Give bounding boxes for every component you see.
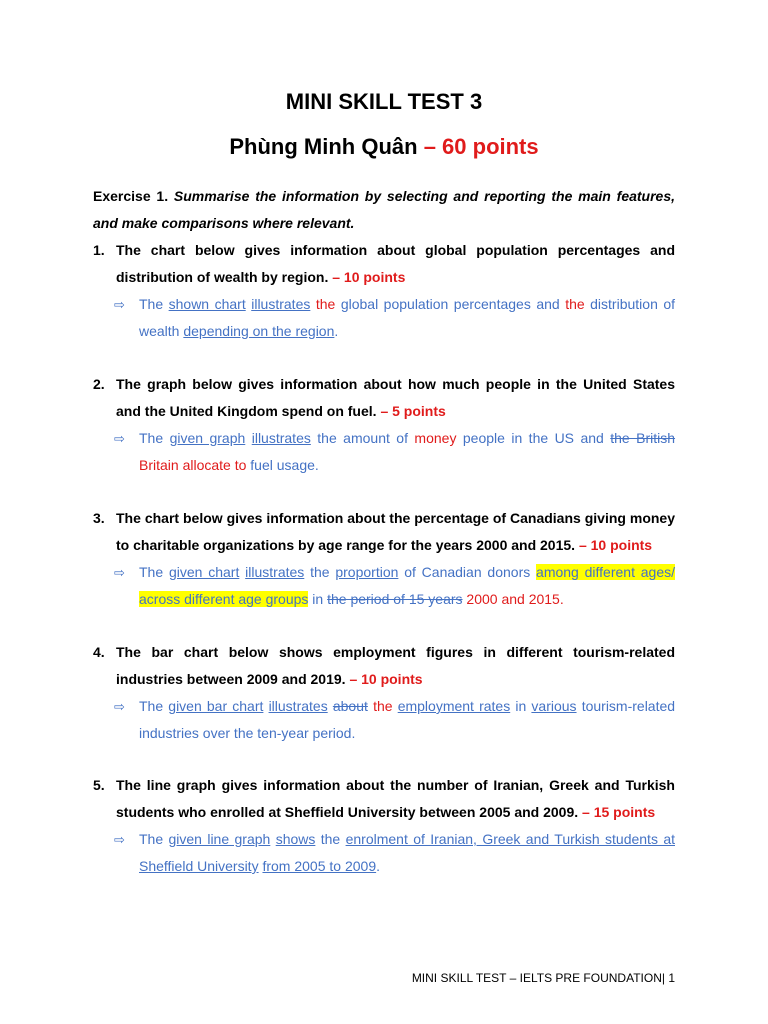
answer-segment: depending on the region (183, 323, 335, 339)
question-prompt: The graph below gives information about how much people in the United States and the United Kingdom spend on fuel. (116, 376, 675, 419)
question-text (116, 505, 675, 559)
arrow-right-icon: ⇨ (114, 565, 125, 580)
question-item (93, 237, 675, 345)
answer-segment: enrolment of Iranian, Greek and Turkish students at Sheffield University (139, 831, 675, 874)
struck-phrase: the period of 15 years (327, 591, 463, 607)
exercise-instruction (93, 183, 675, 237)
answer-text (114, 425, 676, 479)
answer-segment: 2000 and 2015. (466, 591, 564, 607)
answer-segment: shown chart (168, 296, 246, 312)
answer-segment: The (139, 698, 169, 714)
answer-segment: money (414, 430, 457, 446)
answer-segment: fuel usage. (246, 457, 319, 473)
author-name: Phùng Minh Quân (229, 134, 418, 159)
question-points: – 10 points (578, 537, 653, 553)
answer-segment: tourism-related industries over the ten-year period. (139, 698, 676, 741)
answer-segment: Britain allocate to (139, 457, 247, 473)
answer-segment: . (334, 323, 339, 339)
answer-text (114, 291, 676, 345)
question-item (93, 772, 675, 880)
answer-segment: illustrates (268, 698, 328, 714)
answer-segment: people in the US and (456, 430, 611, 446)
question-points: – 10 points (349, 671, 423, 687)
answer-segment: the (315, 296, 336, 312)
page-footer: MINI SKILL TEST – IELTS PRE FOUNDATION| 1 (411, 971, 675, 985)
answer-segment: The (139, 296, 169, 312)
arrow-right-icon: ⇨ (114, 832, 125, 847)
question-text (116, 371, 675, 425)
answer-text (114, 826, 675, 880)
answer-segment: proportion (335, 564, 399, 580)
answer-segment: . (376, 858, 380, 874)
question-prompt: The bar chart below shows employment figures in different tourism-related industries between 2009 and 2019. (116, 644, 675, 687)
answer-segment: The (139, 831, 169, 847)
question-item (93, 639, 675, 747)
answer-segment: illustrates (251, 296, 311, 312)
answer-segment: employment rates (397, 698, 511, 714)
answer-segment: The (139, 564, 169, 580)
answer-segment: shows (275, 831, 316, 847)
struck-phrase: the British (610, 430, 676, 446)
answer-segment: various (531, 698, 577, 714)
answer-segment: the (565, 296, 585, 312)
arrow-right-icon: ⇨ (114, 431, 125, 446)
question-item (93, 505, 675, 613)
answer-segment: given chart (168, 564, 240, 580)
answer-segment: the amount of (310, 430, 415, 446)
question-text (116, 772, 675, 826)
answer-segment: given bar chart (168, 698, 264, 714)
page-title: MINI SKILL TEST 3 (285, 89, 483, 114)
question-prompt: The chart below gives information about global population percentages and distribution of wealth by region. (116, 242, 675, 285)
highlighted-phrase: among different ages/ across different age groups (139, 564, 676, 607)
arrow-right-icon: ⇨ (114, 297, 125, 312)
answer-segment: global population percentages and (335, 296, 566, 312)
question-points: – 10 points (332, 269, 406, 285)
exercise-text: Summarise the information by selecting and reporting the main features, and make comparisons where relevant. (93, 188, 676, 231)
answer-text (114, 559, 676, 613)
question-prompt: The chart below gives information about the percentage of Canadians giving money to charitable organizations by age range for the years 2000 and 2015. (116, 510, 675, 553)
answer-segment: of Canadian donors (398, 564, 537, 580)
author-line (0, 134, 768, 160)
answer-segment: illustrates (251, 430, 311, 446)
question-prompt: The line graph gives information about the number of Iranian, Greek and Turkish students who enrolled at Sheffield University between 2005 and 2009. (116, 777, 675, 820)
answer-segment: in (308, 591, 328, 607)
arrow-right-icon: ⇨ (114, 699, 125, 714)
answer-segment: the (315, 831, 346, 847)
exercise-label: Exercise 1. (93, 188, 169, 204)
struck-phrase: about (332, 698, 368, 714)
answer-segment: from 2005 to 2009 (262, 858, 377, 874)
question-number: 3. (93, 510, 105, 526)
answer-segment: given line graph (168, 831, 271, 847)
answer-segment: given graph (169, 430, 246, 446)
question-number: 2. (93, 376, 105, 392)
question-number: 4. (93, 644, 105, 660)
answer-segment: illustrates (245, 564, 305, 580)
answer-segment: the (373, 698, 393, 714)
question-points: – 15 points (582, 804, 656, 820)
answer-segment: in (510, 698, 532, 714)
answer-text (114, 693, 676, 747)
question-points: – 5 points (380, 403, 446, 419)
answer-segment: the (304, 564, 336, 580)
question-text (116, 639, 675, 693)
answer-segment: The (139, 430, 170, 446)
answer-segment: distribution of wealth (139, 296, 676, 339)
question-number: 5. (93, 777, 105, 793)
question-item (93, 371, 675, 479)
total-points: – 60 points (423, 134, 539, 159)
question-text (116, 237, 675, 291)
question-number: 1. (93, 242, 105, 258)
